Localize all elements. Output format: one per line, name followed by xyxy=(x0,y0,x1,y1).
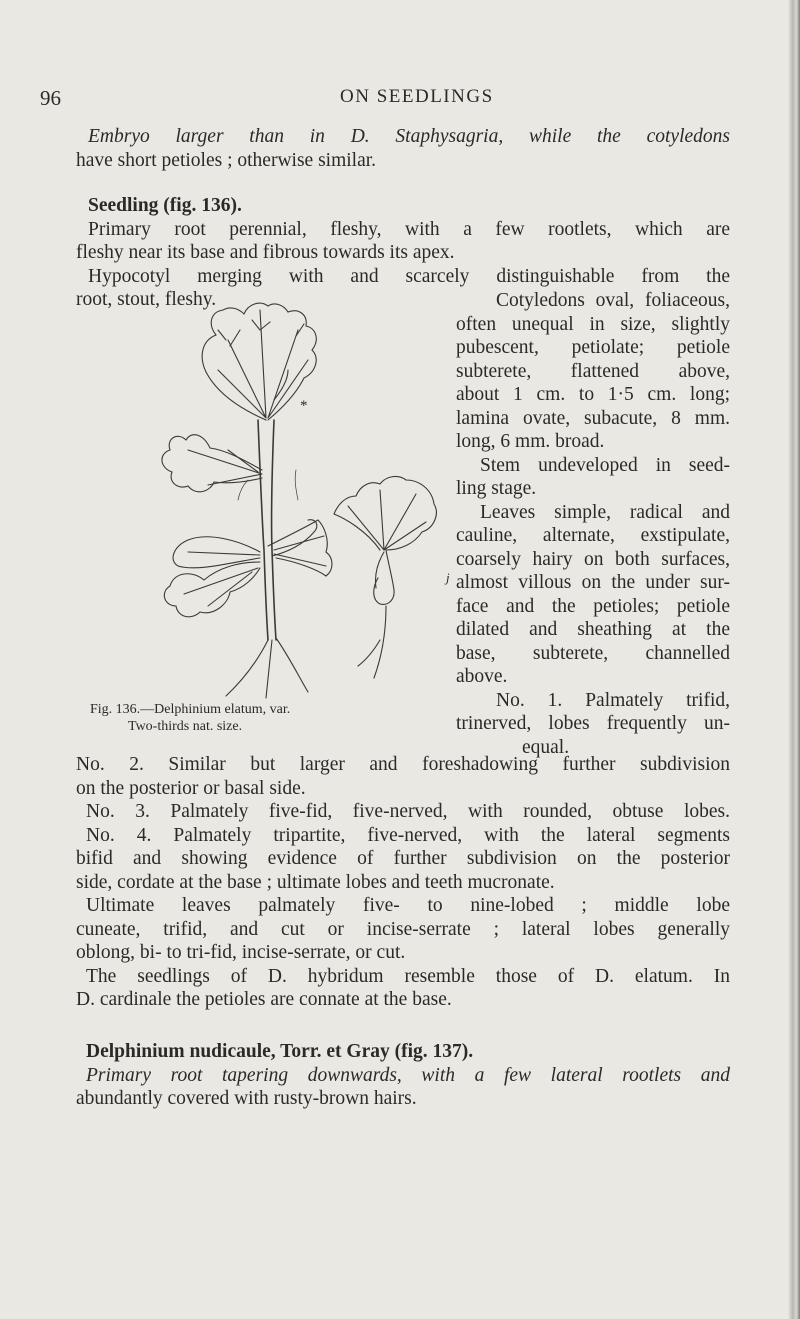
text-line: dilated and sheathing at the xyxy=(456,619,730,640)
leaf-description-section xyxy=(76,753,730,1012)
text-line: oblong, bi- to tri-fid, incise-serrate, or cut. xyxy=(76,942,406,963)
nudicaule-section xyxy=(76,1040,730,1111)
intro-paragraph xyxy=(76,125,730,172)
text-line: base, subterete, channelled xyxy=(456,642,730,664)
text-line: No. 3. Palmately five-fid, five-nerved, with rounded, obtuse lobes. xyxy=(86,801,730,822)
text-line: almost villous on the under sur- xyxy=(456,572,730,593)
text-line: side, cordate at the base ; ultimate lobes and teeth mucronate. xyxy=(76,871,555,893)
page-edge-shadow xyxy=(788,0,800,1319)
text-line: Leaves simple, radical and xyxy=(480,501,730,523)
text-line: face and the petioles; petiole xyxy=(456,595,730,617)
text-line: on the posterior or basal side. xyxy=(76,777,306,799)
text-line: subterete, flattened above, xyxy=(456,360,730,382)
figure-caption xyxy=(90,701,360,735)
text-line: fleshy near its base and fibrous towards its apex. xyxy=(76,242,455,263)
text-line: above. xyxy=(456,666,508,687)
text-line: D. cardinale the petioles are connate at the base. xyxy=(76,989,452,1010)
caption-line: Two-thirds nat. size. xyxy=(128,719,243,734)
text-line: ling stage. xyxy=(456,478,537,499)
page-number: 96 xyxy=(40,86,61,110)
text-line: lamina ovate, subacute, 8 mm. xyxy=(456,407,730,429)
text-line: No. 4. Palmately tripartite, five-nerved, with the lateral segments xyxy=(86,824,730,846)
text-line: Stem undeveloped in seed- xyxy=(480,454,730,476)
text-line: root, stout, fleshy. xyxy=(76,289,217,310)
text-line: The seedlings of D. hybridum resemble those of D. elatum. In xyxy=(86,965,730,987)
text-line: long, 6 mm. broad. xyxy=(456,431,605,452)
seedling-illustration xyxy=(148,300,458,700)
text-line: have short petioles ; otherwise similar. xyxy=(76,149,377,171)
section-heading: Seedling (fig. 136). xyxy=(88,195,242,216)
text-line: Primary root tapering downwards, with a few lateral rootlets and xyxy=(86,1064,730,1086)
text-line: cuneate, trifid, and cut or incise-serrate ; lateral lobes generally xyxy=(76,918,730,940)
text-line: bifid and showing evidence of further subdivision on the posterior xyxy=(76,848,730,869)
section-heading: Delphinium nudicaule, Torr. et Gray (fig. 137). xyxy=(86,1041,474,1062)
text-line: often unequal in size, slightly xyxy=(456,313,730,335)
text-line: cauline, alternate, exstipulate, xyxy=(456,525,730,546)
text-line: Cotyledons oval, foliaceous, xyxy=(496,290,730,311)
running-head: ON SEEDLINGS xyxy=(340,86,494,107)
text-line: Embryo larger than in D. Staphysagria, while the cotyledons xyxy=(88,126,730,147)
text-line: Ultimate leaves palmately five- to nine-lobed ; middle lobe xyxy=(86,895,730,916)
figure-label-star: * xyxy=(300,398,308,414)
text-line: No. 1. Palmately trifid, xyxy=(496,689,730,711)
text-line: Primary root perennial, fleshy, with a few rootlets, which are xyxy=(88,218,730,240)
text-line: Hypocotyl merging with and scarcely distinguishable from the xyxy=(88,265,730,287)
text-line: coarsely hairy on both surfaces, xyxy=(456,548,730,570)
figure-side-column xyxy=(456,289,730,759)
text-line: pubescent, petiolate; petiole xyxy=(456,337,730,358)
text-line: abundantly covered with rusty-brown hairs. xyxy=(76,1088,417,1109)
text-line: equal. xyxy=(522,736,570,758)
text-line: No. 2. Similar but larger and foreshadowing further subdivision xyxy=(76,754,730,775)
text-line: trinerved, lobes frequently un- xyxy=(456,713,730,734)
caption-line: Fig. 136.—Delphinium elatum, var. xyxy=(90,702,291,717)
figure-label-j: j xyxy=(446,570,450,585)
text-line: about 1 cm. to 1·5 cm. long; xyxy=(456,384,730,405)
